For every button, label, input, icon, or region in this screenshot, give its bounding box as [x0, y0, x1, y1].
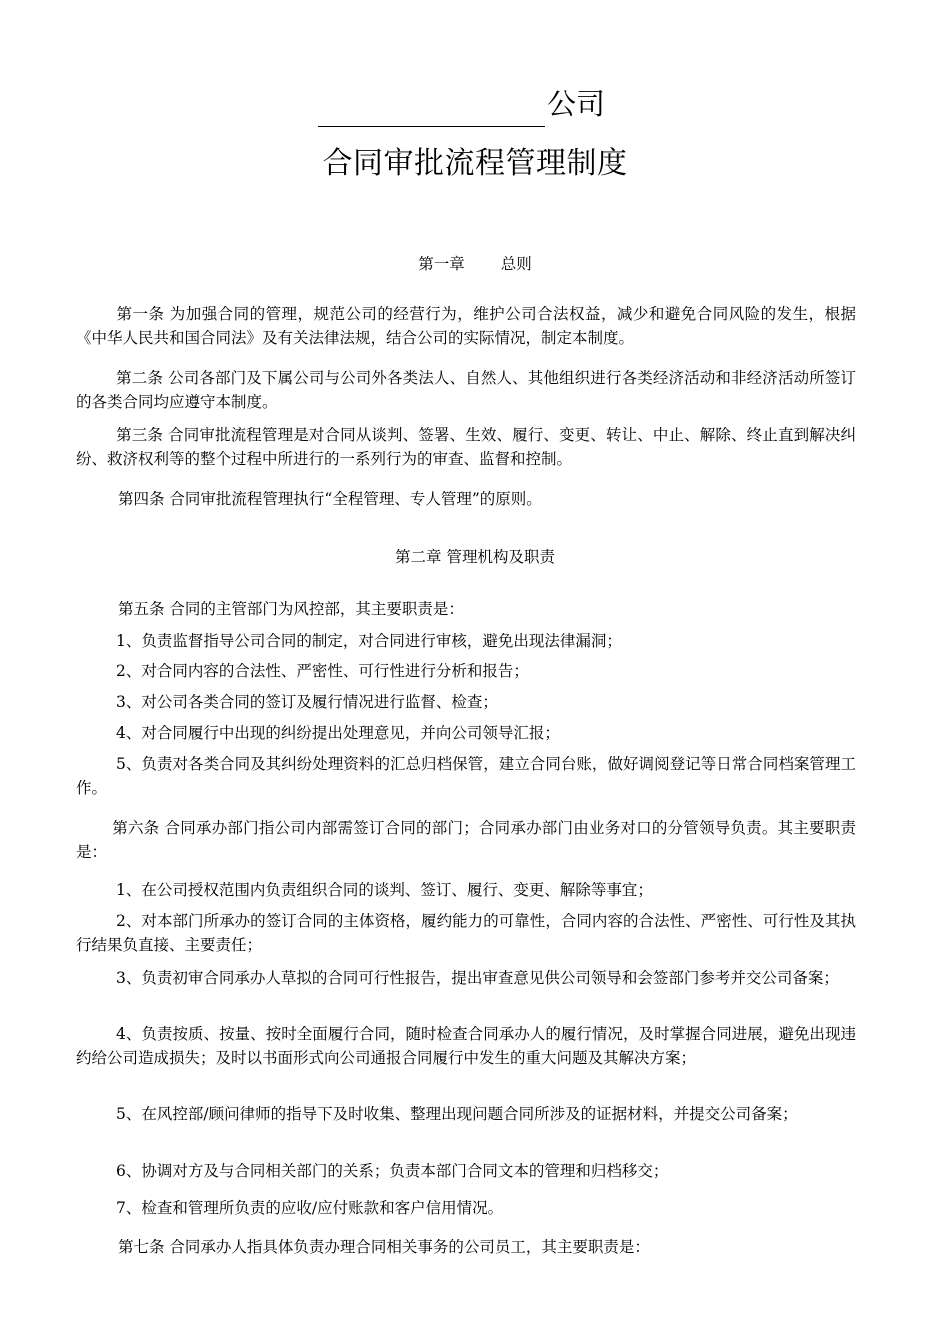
document-title: 合同审批流程管理制度 — [322, 146, 628, 181]
article-1: 第一条 为加强合同的管理，规范公司的经营行为，维护公司合法权益，减少和避免合同风险的发生，根据《中华人民共和国合同法》及有关法律法规，结合公司的实际情况，制定本制度。 — [76, 305, 856, 347]
article-6-item-2: 2、对本部门所承办的签订合同的主体资格，履约能力的可靠性，合同内容的合法性、严密性、可行性及其执行结果负直接、主要责任； — [76, 912, 856, 954]
article-6: 第六条 合同承办部门指公司内部需签订合同的部门；合同承办部门由业务对口的分管领导负责。其主要职责是： — [76, 819, 856, 861]
article-2: 第二条 公司各部门及下属公司与公司外各类法人、自然人、其他组织进行各类经济活动和非经济活动所签订的各类合同均应遵守本制度。 — [76, 369, 856, 411]
article-5-item-4: 4、对合同履行中出现的纠纷提出处理意见，并向公司领导汇报； — [116, 724, 560, 742]
article-6-item-6: 6、协调对方及与合同相关部门的关系；负责本部门合同文本的管理和归档移交； — [116, 1162, 669, 1180]
article-5-item-3: 3、对公司各类合同的签订及履行情况进行监督、检查； — [116, 693, 498, 711]
article-6-item-4: 4、负责按质、按量、按时全面履行合同，随时检查合同承办人的履行情况，及时掌握合同进展，避免出现违约给公司造成损失；及时以书面形式向公司通报合同履行中发生的重大问题及其解决方案； — [76, 1025, 856, 1067]
article-3: 第三条 合同审批流程管理是对合同从谈判、签署、生效、履行、变更、转让、中止、解除、终止直到解决纠纷、救济权利等的整个过程中所进行的一系列行为的审查、监督和控制。 — [76, 426, 856, 468]
article-6-item-1: 1、在公司授权范围内负责组织合同的谈判、签订、履行、变更、解除等事宜； — [116, 881, 653, 899]
company-suffix: 公司 — [547, 87, 606, 121]
article-5-item-2: 2、对合同内容的合法性、严密性、可行性进行分析和报告； — [116, 662, 529, 680]
chapter-heading-2: 第二章 管理机构及职责 — [395, 548, 555, 566]
article-4: 第四条 合同审批流程管理执行“全程管理、专人管理”的原则。 — [118, 490, 542, 508]
chapter-heading-1 — [0, 253, 950, 275]
company-name-line — [318, 86, 608, 130]
article-5: 第五条 合同的主管部门为风控部，其主要职责是： — [118, 600, 464, 618]
article-5-item-1: 1、负责监督指导公司合同的制定，对合同进行审核，避免出现法律漏洞； — [116, 632, 622, 650]
company-name-blank — [318, 126, 545, 127]
article-6-item-5: 5、在风控部/顾问律师的指导下及时收集、整理出现问题合同所涉及的证据材料，并提交公司备案； — [116, 1105, 798, 1123]
article-7: 第七条 合同承办人指具体负责办理合同相关事务的公司员工，其主要职责是： — [118, 1238, 650, 1256]
chapter-label: 第一章 — [418, 255, 465, 273]
article-6-item-7: 7、检查和管理所负责的应收/应付账款和客户信用情况。 — [116, 1199, 504, 1217]
chapter-name: 总则 — [500, 255, 532, 273]
article-6-item-3: 3、负责初审合同承办人草拟的合同可行性报告，提出审查意见供公司领导和会签部门参考并交公司备案； — [116, 969, 839, 987]
article-5-item-5: 5、负责对各类合同及其纠纷处理资料的汇总归档保管，建立合同台账，做好调阅登记等日常合同档案管理工作。 — [76, 755, 856, 797]
